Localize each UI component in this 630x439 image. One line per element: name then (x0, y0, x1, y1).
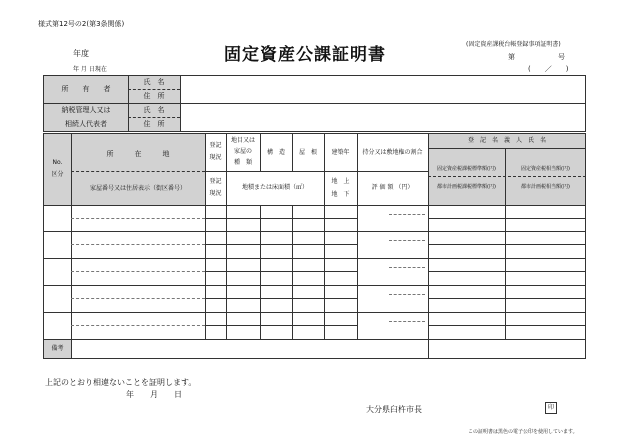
header-no: No. (52, 159, 63, 167)
form-number: 様式第12号の2(第3条関係) (38, 20, 125, 28)
owner-name-label: 氏 名 (143, 78, 165, 87)
header-tax-dash (428, 176, 586, 177)
agent-name-label: 氏 名 (143, 106, 165, 115)
row-line-1 (43, 231, 586, 232)
header-land-kind-1: 地目又は (230, 137, 255, 145)
header-structure: 構 造 (266, 149, 285, 157)
header-mid-dash-left (71, 171, 205, 172)
header-registered-2: 登記 (209, 178, 222, 186)
owner-col-divider-2 (180, 75, 181, 132)
subrow-tax-1 (428, 218, 586, 219)
agent-address-label: 住 所 (143, 120, 165, 129)
header-tax-std-city: 都市計画税課税標準額(円) (437, 183, 496, 190)
date-line: 年 月 日 (126, 390, 182, 399)
remarks-line (71, 339, 72, 359)
remarks-label: 備考 (51, 345, 64, 353)
subrow-5 (205, 325, 357, 326)
header-kubun: 区分 (51, 171, 64, 179)
header-holder-line (428, 148, 586, 149)
header-floors-below: 地 下 (331, 191, 350, 199)
portion-dash-1 (389, 214, 425, 215)
header-floors-above: 地 上 (331, 178, 350, 186)
cert-no-suffix: 号 (558, 53, 565, 61)
subrow-tax-4 (428, 298, 586, 299)
header-tax-amt-fixed: 固定資産税相当額(円) (521, 165, 570, 172)
dash-row-5 (71, 325, 205, 326)
dash-row-3 (71, 271, 205, 272)
col-line-1 (71, 133, 72, 339)
subrow-tax-5 (428, 325, 586, 326)
seal-mark: 印 (545, 402, 557, 414)
header-land-kind-3: 種 類 (233, 159, 252, 167)
subrow-tax-2 (428, 244, 586, 245)
header-holder-name: 登 記 名 義 人 氏 名 (467, 137, 546, 145)
header-status-2: 現況 (209, 190, 222, 198)
row-line-2 (43, 258, 586, 259)
header-land-kind-2: 家屋の (233, 148, 252, 156)
subtitle: (固定資産課税台帳登録事項証明書) (466, 41, 561, 48)
agent-label-line1: 納税管理人又は (61, 106, 111, 115)
owner-address-label: 住 所 (143, 92, 165, 101)
header-area: 地積または床面積（㎡） (241, 184, 308, 192)
date-current: 年 月 日現在 (73, 66, 107, 73)
portion-dash-3 (389, 267, 425, 268)
dash-row-1 (71, 218, 205, 219)
certify-text: 上記のとおり相違ないことを証明します。 (45, 378, 197, 387)
dash-row-4 (71, 298, 205, 299)
mayor-title: 大分県臼杵市長 (366, 405, 422, 414)
row-line-5 (43, 339, 586, 340)
portion-dash-4 (389, 294, 425, 295)
header-status-1: 現況 (209, 154, 222, 162)
header-registered-1: 登記 (209, 142, 222, 150)
col-line-5b (292, 205, 293, 339)
subrow-3 (205, 271, 357, 272)
header-house-number: 家屋番号又は住居表示（街区番号） (89, 185, 186, 193)
subrow-tax-3 (428, 271, 586, 272)
cert-no-prefix: 第 (508, 53, 515, 61)
header-built-year: 建築年 (331, 149, 350, 157)
footnote: この証明書は黒色の電子公印を使用しています。 (468, 429, 578, 435)
col-line-6 (324, 133, 325, 339)
col-line-4b (260, 205, 261, 339)
year-label: 年度 (73, 49, 89, 58)
header-valuation: 評 価 額 （円） (371, 184, 414, 192)
portion-dash-2 (389, 240, 425, 241)
header-tax-amt-city: 都市計画税相当額(円) (521, 183, 570, 190)
portion-dash-5 (389, 321, 425, 322)
header-location: 所 在 地 (106, 149, 170, 158)
page-title: 固定資産公課証明書 (224, 45, 386, 65)
owner-label: 所 有 者 (61, 85, 111, 94)
row-line-4 (43, 312, 586, 313)
header-mid-line (205, 171, 428, 172)
header-tax-std-fixed: 固定資産税課税標準額(円) (437, 165, 496, 172)
header-portion: 持分又は敷地権の割合 (362, 149, 423, 157)
subrow-4 (205, 298, 357, 299)
header-roof: 屋 根 (298, 149, 317, 157)
row-line-3 (43, 285, 586, 286)
subrow-1 (205, 218, 357, 219)
col-line-7 (357, 133, 358, 339)
dash-row-2 (71, 244, 205, 245)
agent-label-line2: 相続人代表者 (65, 119, 107, 128)
subrow-2 (205, 244, 357, 245)
col-line-2 (205, 133, 206, 339)
cert-no-paren: ( ／ ) (528, 65, 569, 73)
